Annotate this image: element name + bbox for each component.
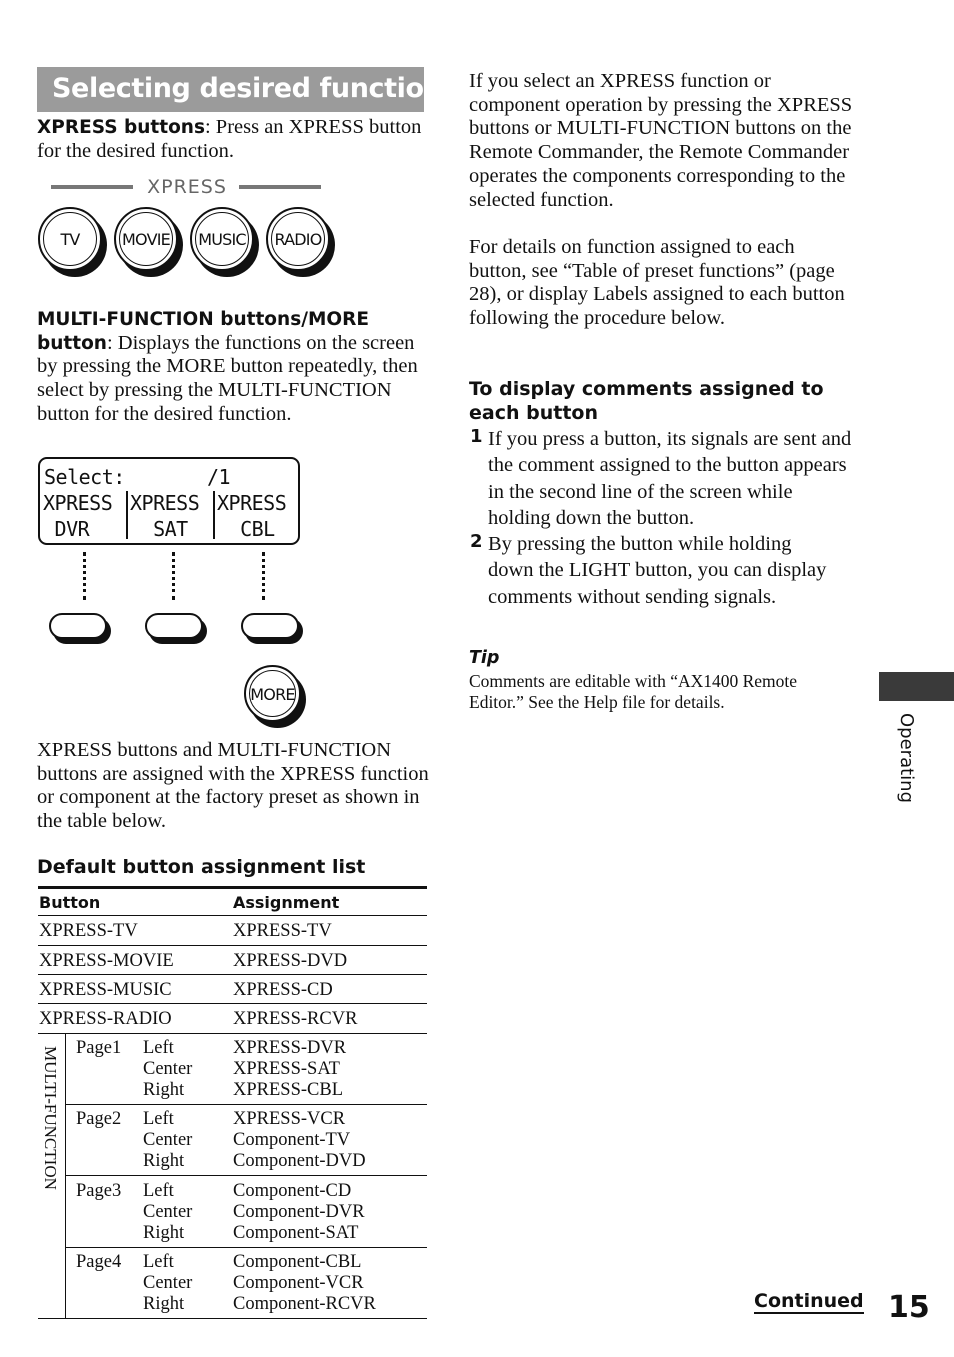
dotted-connector [172,552,175,600]
lcd-select-label: Select: [44,465,125,489]
lcd-screen [38,457,300,545]
comments-heading: To display comments assigned to each button [469,378,824,424]
multi-function-left-button[interactable] [49,613,107,639]
section-side-label: Operating [896,713,917,803]
multi-function-group-label: MULTI-FUNCTION [41,1046,60,1190]
multi-function-lead: MULTI-FUNCTION buttons/MORE button [37,309,369,354]
step-text: By pressing the button while holding down the LIGHT button, you can display comments without sending signals. [488,533,827,608]
table-cell-assignment: XPRESS-DVD [233,951,348,971]
lcd-divider [213,491,215,539]
table-rule [65,1175,427,1176]
table-cell-button: XPRESS-TV [39,921,138,941]
lcd-col2-bottom: SAT [130,517,188,541]
lcd-col3-bottom: CBL [217,517,275,541]
more-button[interactable]: MORE [244,665,301,722]
lcd-col1-bottom: DVR [43,517,90,541]
music-button[interactable]: MUSIC [190,207,254,271]
table-bottom-rule [38,1318,427,1319]
assignment-paragraph: XPRESS buttons and MULTI-FUNCTION buttons are assigned with the XPRESS function or component at the factory preset as shown in the table below. [37,739,429,833]
table-cell-page: Page4 [76,1252,122,1272]
table-header-button: Button [39,893,101,912]
xpress-logo-rule-right [239,185,321,189]
tv-button[interactable]: TV [38,207,102,271]
xpress-logo: XPRESS [147,176,227,198]
step-text: If you press a button, its signals are sent and the comment assigned to the button appears in the second line of the screen while holding down the button. [488,428,852,529]
table-cell-assignment: Component-CBL [233,1252,362,1272]
table-cell-position: Left [143,1109,174,1129]
radio-button[interactable]: RADIO [266,207,330,271]
page-number: 15 [888,1290,930,1325]
multi-function-right-button[interactable] [241,613,299,639]
movie-button[interactable]: MOVIE [114,207,178,271]
dotted-connector [83,552,86,600]
table-cell-position: Center [143,1130,193,1150]
xpress-lead: XPRESS buttons [37,117,205,138]
table-cell-assignment: Component-TV [233,1130,351,1150]
xpress-paragraph [37,116,427,163]
section-title-bar [37,67,443,112]
table-cell-position: Right [143,1294,185,1314]
section-tab-marker [879,672,954,701]
lcd-divider [126,491,128,539]
step-number: 1 [470,426,483,447]
table-cell-assignment: Component-CD [233,1181,352,1201]
table-cell-button: XPRESS-RADIO [39,1009,172,1029]
right-paragraph-2: For details on function assigned to each button, see “Table of preset functions” (page 28), or display Labels assigned to each button following the procedure below. [469,236,845,330]
table-cell-assignment: XPRESS-VCR [233,1109,346,1129]
table-rule [38,1033,427,1034]
table-cell-position: Right [143,1223,185,1243]
continued-label: Continued [754,1290,864,1312]
table-cell-assignment: Component-SAT [233,1223,359,1243]
table-cell-position: Right [143,1080,185,1100]
table-rule [65,1104,427,1105]
table-cell-position: Right [143,1151,185,1171]
right-paragraph: If you select an XPRESS function or component operation by pressing the XPRESS buttons or MULTI-FUNCTION buttons on the Remote Commander, the Remote Commander operates the components corresponding to the selected function. [469,70,853,211]
lcd-col2-top: XPRESS [130,491,200,515]
table-cell-page: Page3 [76,1181,122,1201]
table-cell-assignment: Component-VCR [233,1273,364,1293]
multi-function-center-button[interactable] [145,613,203,639]
table-cell-position: Left [143,1038,174,1058]
tip-text: Comments are editable with “AX1400 Remote Editor.” See the Help file for details. [469,671,798,712]
table-cell-assignment: XPRESS-RCVR [233,1009,358,1029]
table-cell-button: XPRESS-MUSIC [39,980,172,1000]
table-rule [38,945,427,946]
table-rule [38,1003,427,1004]
table-cell-position: Center [143,1202,193,1222]
table-cell-assignment: XPRESS-CBL [233,1080,344,1100]
lcd-col1-top: XPRESS [43,491,113,515]
table-cell-position: Center [143,1273,193,1293]
table-cell-position: Left [143,1181,174,1201]
xpress-logo-rule-left [51,185,133,189]
section-title: Selecting desired function [52,73,443,104]
table-heading: Default button assignment list [37,856,366,878]
table-cell-page: Page1 [76,1038,122,1058]
table-rule [38,974,427,975]
lcd-col3-top: XPRESS [217,491,287,515]
step-number: 2 [470,531,483,552]
table-cell-button: XPRESS-MOVIE [39,951,174,971]
table-cell-assignment: XPRESS-TV [233,921,332,941]
table-cell-assignment: XPRESS-CD [233,980,333,1000]
table-cell-page: Page2 [76,1109,122,1129]
table-header-assignment: Assignment [233,893,340,912]
table-cell-position: Center [143,1059,193,1079]
table-cell-assignment: Component-DVR [233,1202,365,1222]
tip-label: Tip [469,648,500,668]
table-cell-assignment: Component-DVD [233,1151,366,1171]
multi-function-text: : Displays the functions on the screen by pressing the MORE button repeatedly, then select by pressing the MULTI-FUNCTION button for the desired function. [37,331,418,425]
multi-function-paragraph [37,308,427,427]
table-rule [38,915,427,916]
table-cell-assignment: Component-RCVR [233,1294,376,1314]
table-rule [65,1247,427,1248]
table-cell-assignment: XPRESS-DVR [233,1038,347,1058]
lcd-page-indicator: /1 [207,465,231,489]
xpress-text: : Press an XPRESS button for the desired function. [37,116,422,162]
table-top-rule [38,886,427,889]
table-cell-position: Left [143,1252,174,1272]
table-cell-assignment: XPRESS-SAT [233,1059,340,1079]
dotted-connector [262,552,265,600]
